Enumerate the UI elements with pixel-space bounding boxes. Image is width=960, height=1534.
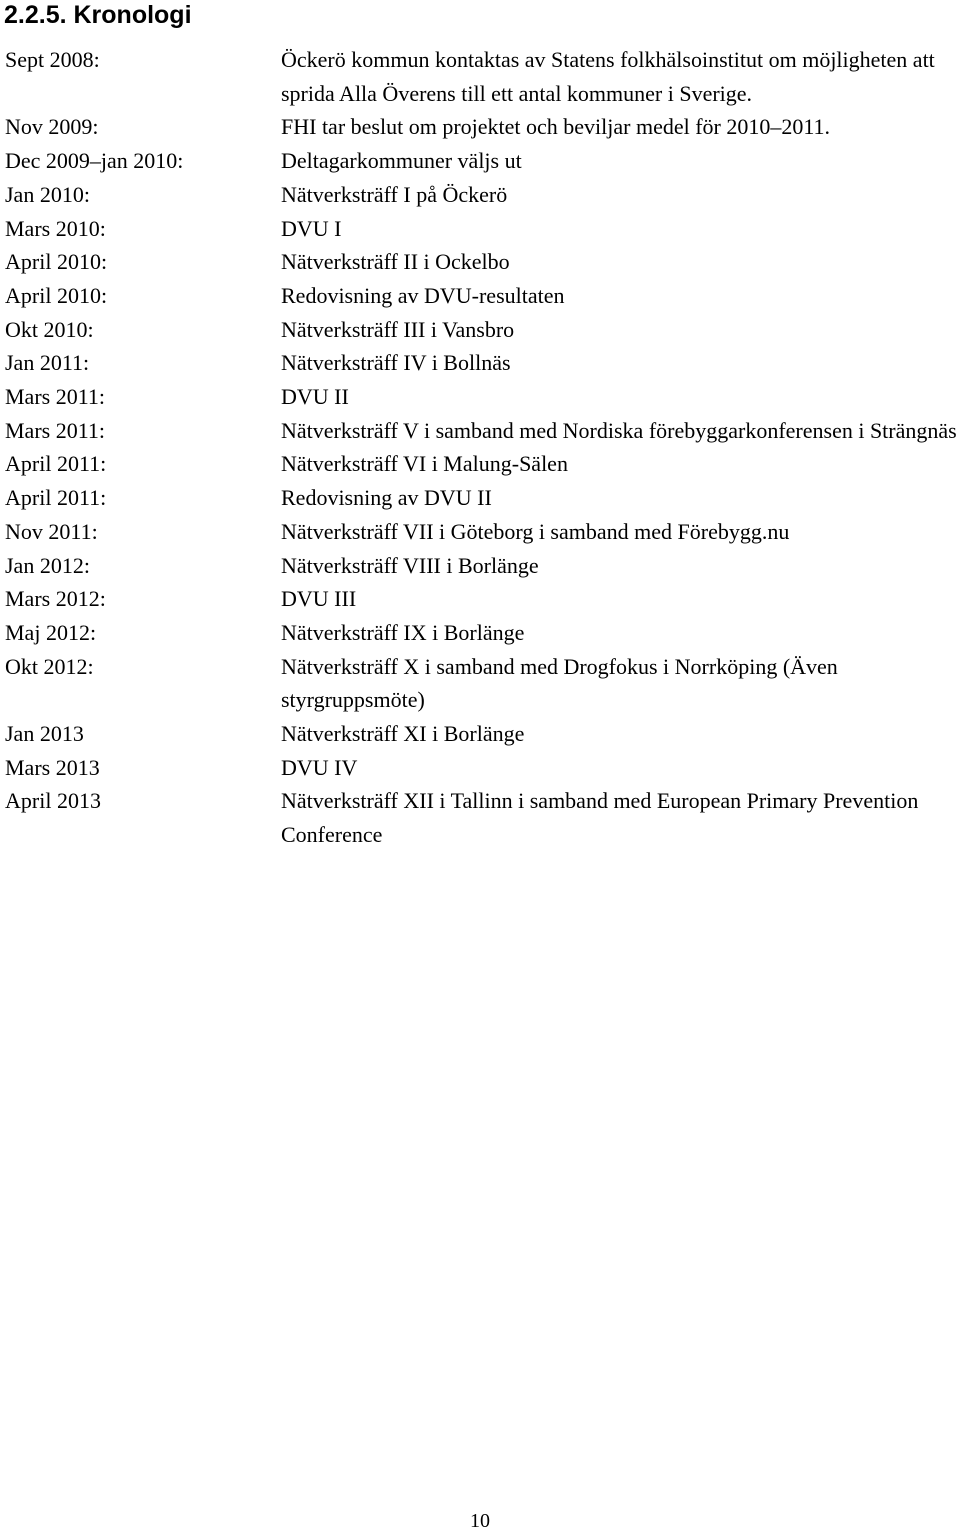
entry-event: Deltagarkommuner väljs ut <box>281 148 522 174</box>
entry-date: April 2010: <box>5 249 108 275</box>
entry-event: DVU IV <box>281 754 358 780</box>
entry-date: April 2013 <box>5 788 101 814</box>
entry-date: Mars 2010: <box>5 215 106 241</box>
chronology-entry <box>5 616 960 650</box>
entry-date: Mars 2011: <box>5 417 106 443</box>
chronology-entry <box>5 43 960 110</box>
entry-date: Nov 2011: <box>5 518 98 544</box>
entry-event: Nätverksträff VIII i Borlänge <box>281 552 539 578</box>
entry-event: Nätverksträff IV i Bollnäs <box>281 350 511 376</box>
chronology-entry <box>5 717 960 751</box>
entry-event: Nätverksträff VI i Malung-Sälen <box>281 451 568 477</box>
entry-event: FHI tar beslut om projektet och beviljar medel för 2010–2011. <box>281 114 831 140</box>
entry-date: April 2011: <box>5 485 107 511</box>
entry-date: Maj 2012: <box>5 619 97 645</box>
entry-date: Okt 2012: <box>5 653 94 679</box>
entry-event: Nätverksträff XII i Tallinn i samband med European Primary Prevention Conference <box>281 788 919 848</box>
entry-date: April 2010: <box>5 282 108 308</box>
entry-date: Sept 2008: <box>5 47 100 72</box>
chronology-entry <box>5 212 960 246</box>
chronology-entry <box>5 549 960 583</box>
entry-event: Nätverksträff IX i Borlänge <box>281 619 525 645</box>
chronology-entry <box>5 751 960 785</box>
entry-event: Nätverksträff VII i Göteborg i samband med Förebygg.nu <box>281 518 790 544</box>
chronology-entry <box>5 481 960 515</box>
entry-date: April 2011: <box>5 451 107 477</box>
entry-event: DVU I <box>281 215 342 241</box>
chronology-entry <box>5 313 960 347</box>
entry-event: DVU II <box>281 384 349 410</box>
chronology-entry <box>5 346 960 380</box>
entry-event: Nätverksträff XI i Borlänge <box>281 721 525 747</box>
chronology-list <box>5 43 960 852</box>
chronology-entry <box>5 784 960 851</box>
chronology-entry <box>5 515 960 549</box>
chronology-entry <box>5 178 960 212</box>
entry-event: Nätverksträff X i samband med Drogfokus i Norrköping (Även styrgruppsmöte) <box>281 653 838 713</box>
entry-date: Jan 2011: <box>5 350 90 376</box>
chronology-entry <box>5 380 960 414</box>
entry-event: Redovisning av DVU-resultaten <box>281 282 565 308</box>
entry-event: Nätverksträff III i Vansbro <box>281 316 515 342</box>
entry-date: Jan 2013 <box>5 721 84 747</box>
chronology-entry <box>5 447 960 481</box>
entry-event: Nätverksträff V i samband med Nordiska förebyggarkonferensen i Strängnäs <box>281 417 957 443</box>
chronology-entry <box>5 279 960 313</box>
page-number: 10 <box>470 1510 490 1532</box>
entry-date: Jan 2010: <box>5 181 90 207</box>
entry-date: Mars 2013 <box>5 754 100 780</box>
chronology-entry <box>5 414 960 448</box>
entry-event: Öckerö kommun kontaktas av Statens folkhälsoinstitut om möjligheten att sprida Alla Överens till ett antal kommuner i Sverige. <box>281 47 935 106</box>
entry-event: DVU III <box>281 586 357 612</box>
chronology-entry <box>5 144 960 178</box>
chronology-entry <box>5 650 960 717</box>
chronology-entry <box>5 582 960 616</box>
entry-date: Jan 2012: <box>5 552 90 578</box>
chronology-entry <box>5 110 960 144</box>
entry-date: Okt 2010: <box>5 316 94 342</box>
section-heading: 2.2.5. Kronologi <box>4 1 192 29</box>
entry-event: Nätverksträff II i Ockelbo <box>281 249 510 275</box>
chronology-entry <box>5 245 960 279</box>
entry-date: Mars 2011: <box>5 384 106 410</box>
entry-event: Redovisning av DVU II <box>281 485 492 511</box>
entry-date: Nov 2009: <box>5 114 99 140</box>
entry-event: Nätverksträff I på Öckerö <box>281 181 508 207</box>
entry-date: Dec 2009–jan 2010: <box>5 148 184 174</box>
entry-date: Mars 2012: <box>5 586 106 612</box>
